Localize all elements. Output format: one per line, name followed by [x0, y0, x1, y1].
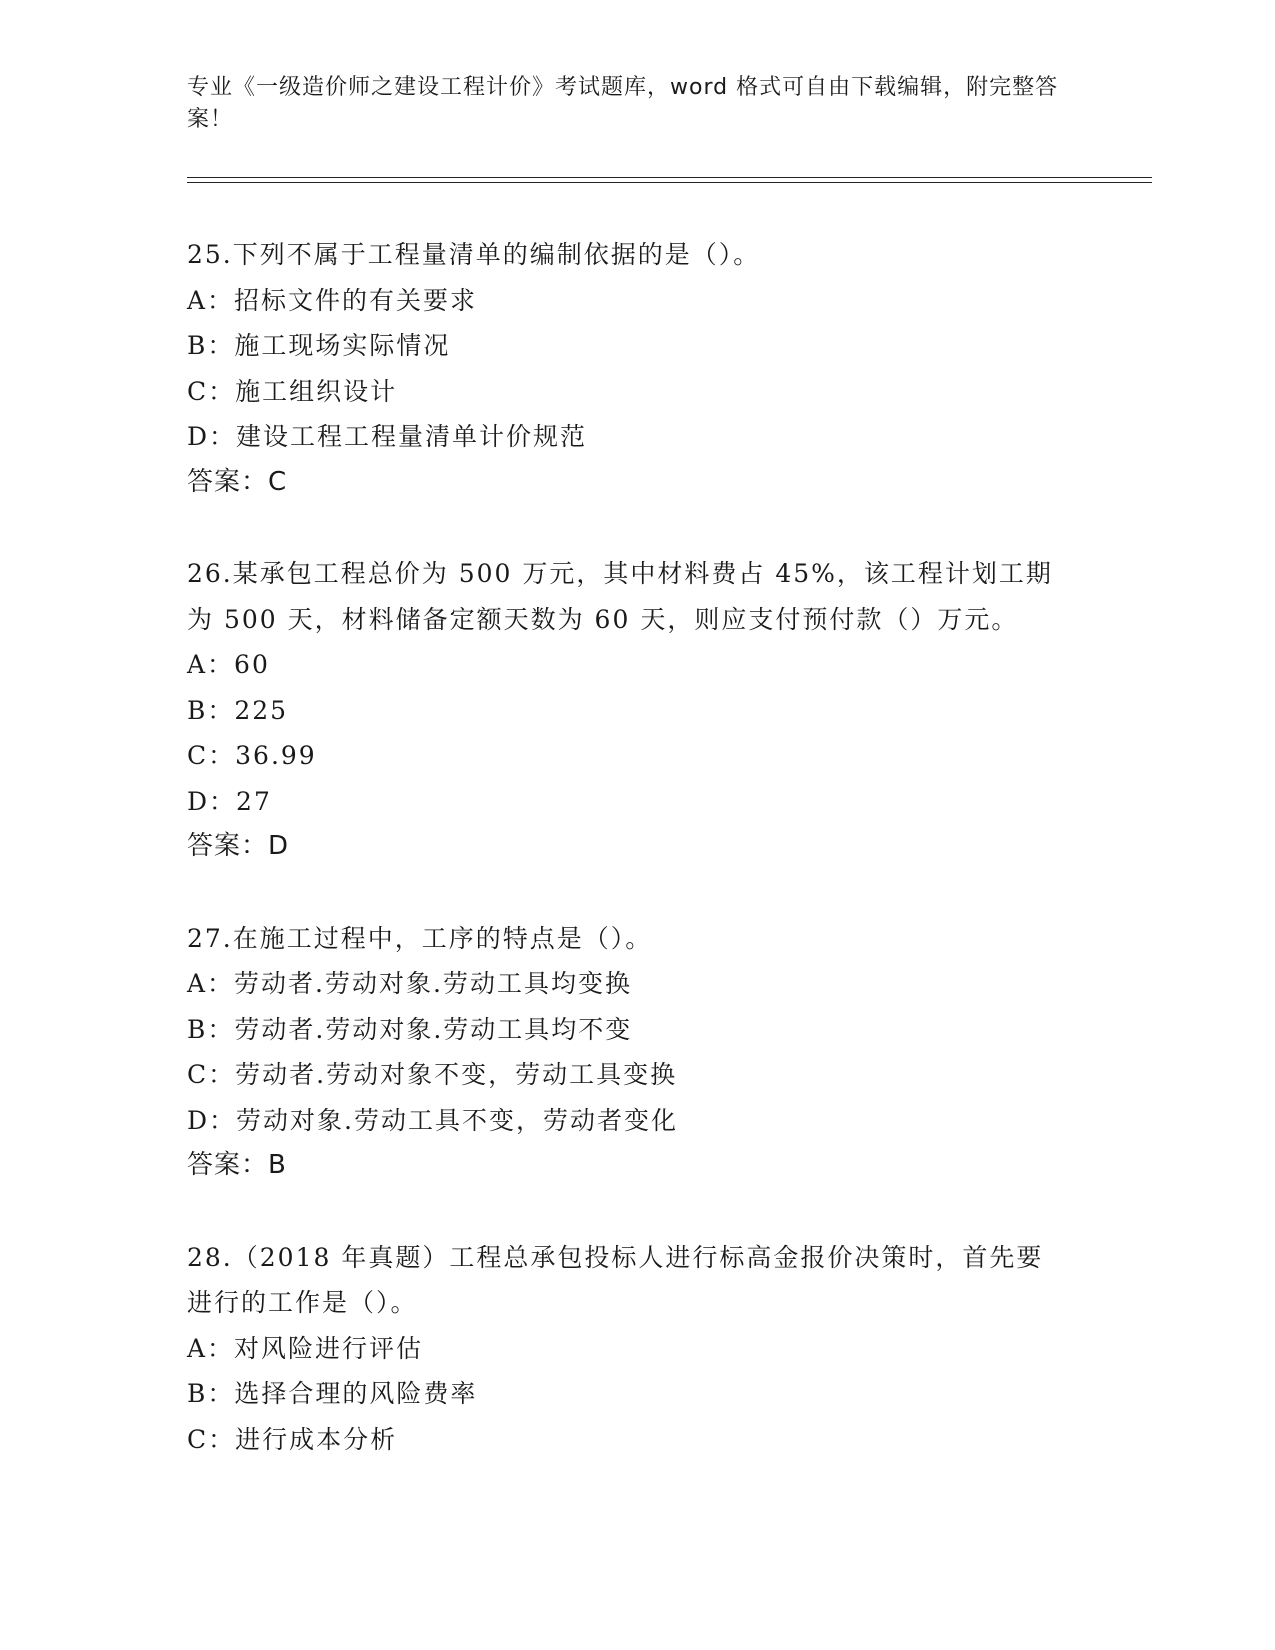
question-27	[187, 916, 1087, 1189]
option-d: D：建设工程工程量清单计价规范	[187, 422, 588, 451]
question-stem-line-2: 进行的工作是（）。	[187, 1288, 418, 1317]
answer: 答案：D	[187, 831, 290, 861]
answer: 答案：C	[187, 466, 288, 497]
option-b: B：施工现场实际情况	[187, 331, 451, 360]
question-stem-line-1: 28.（2018 年真题）工程总承包投标人进行标高金报价决策时，首先要	[187, 1242, 1044, 1272]
question-26	[187, 551, 1087, 870]
option-d: D：27	[187, 786, 272, 816]
option-c: C：36.99	[187, 741, 317, 770]
answer: 答案：B	[187, 1150, 287, 1180]
option-c: C：施工组织设计	[187, 376, 398, 406]
option-b: B：225	[187, 695, 289, 725]
question-list	[187, 232, 1087, 1508]
option-c: C：进行成本分析	[187, 1424, 398, 1454]
document-header: 专业《一级造价师之建设工程计价》考试题库，word 格式可自由下载编辑，附完整答案！	[187, 75, 1059, 132]
question-stem: 25.下列不属于工程量清单的编制依据的是（）。	[187, 240, 761, 269]
question-stem: 27.在施工过程中，工序的特点是（）。	[187, 923, 653, 953]
question-25	[187, 232, 1087, 505]
header-rule-bottom	[187, 182, 1152, 183]
option-a: A：招标文件的有关要求	[187, 285, 478, 315]
option-c: C：劳动者.劳动对象不变，劳动工具变换	[187, 1060, 678, 1089]
option-b: B：劳动者.劳动对象.劳动工具均不变	[187, 1014, 633, 1044]
option-b: B：选择合理的风险费率	[187, 1379, 478, 1408]
option-a: A：劳动者.劳动对象.劳动工具均变换	[187, 969, 632, 998]
header-rule-top	[187, 177, 1152, 178]
question-28	[187, 1235, 1087, 1463]
question-stem-line-2: 为 500 天，材料储备定额天数为 60 天，则应支付预付款（）万元。	[187, 604, 1019, 634]
option-d: D：劳动对象.劳动工具不变，劳动者变化	[187, 1105, 678, 1135]
option-a: A：对风险进行评估	[187, 1333, 424, 1363]
question-stem-line-1: 26.某承包工程总价为 500 万元，其中材料费占 45%，该工程计划工期	[187, 559, 1053, 588]
option-a: A：60	[187, 650, 270, 679]
